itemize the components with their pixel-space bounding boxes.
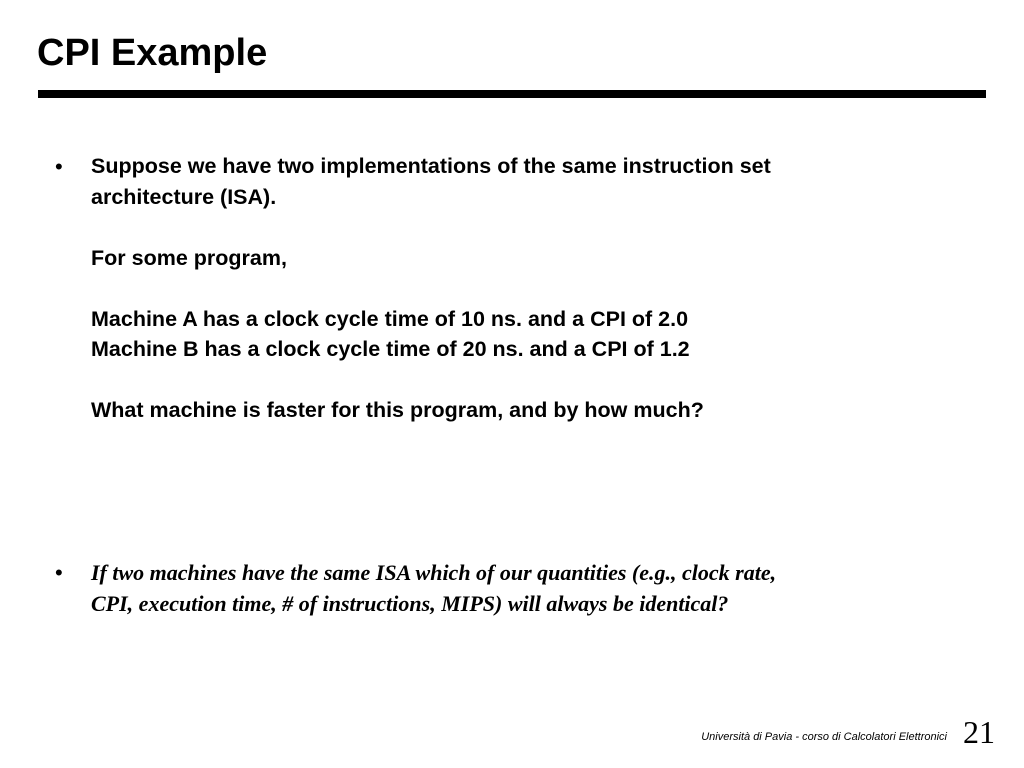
title-divider — [38, 90, 986, 98]
blank-line — [91, 273, 971, 304]
bullet-point-isa-question — [91, 557, 971, 619]
question-text-line: What machine is faster for this program, and by how much? — [91, 398, 704, 422]
machine-a-text: Machine A has a clock cycle time of 10 ns. and a CPI of 2.0 — [91, 306, 689, 331]
isa-question-line: If two machines have the same ISA which of our quantities (e.g., clock rate, — [91, 560, 777, 585]
isa-question-line: CPI, execution time, # of instructions, MIPS) will always be identical? — [91, 591, 729, 616]
bullet-marker: • — [55, 154, 63, 179]
blank-line — [91, 365, 971, 396]
machine-b-text: Machine B has a clock cycle time of 20 ns. and a CPI of 1.2 — [91, 337, 690, 361]
blank-line — [91, 212, 971, 243]
bullet-point-question — [91, 151, 971, 426]
footer-course-label: Università di Pavia - corso di Calcolatori Elettronici — [701, 731, 947, 743]
bullet-marker: • — [55, 560, 63, 585]
question-text-line: For some program, — [91, 245, 287, 270]
question-text-line: Suppose we have two implementations of the same instruction set — [91, 154, 771, 178]
question-text-line: architecture (ISA). — [91, 184, 277, 209]
slide-page-number: 21 — [963, 714, 995, 750]
slide-title: CPI Example — [37, 32, 268, 74]
